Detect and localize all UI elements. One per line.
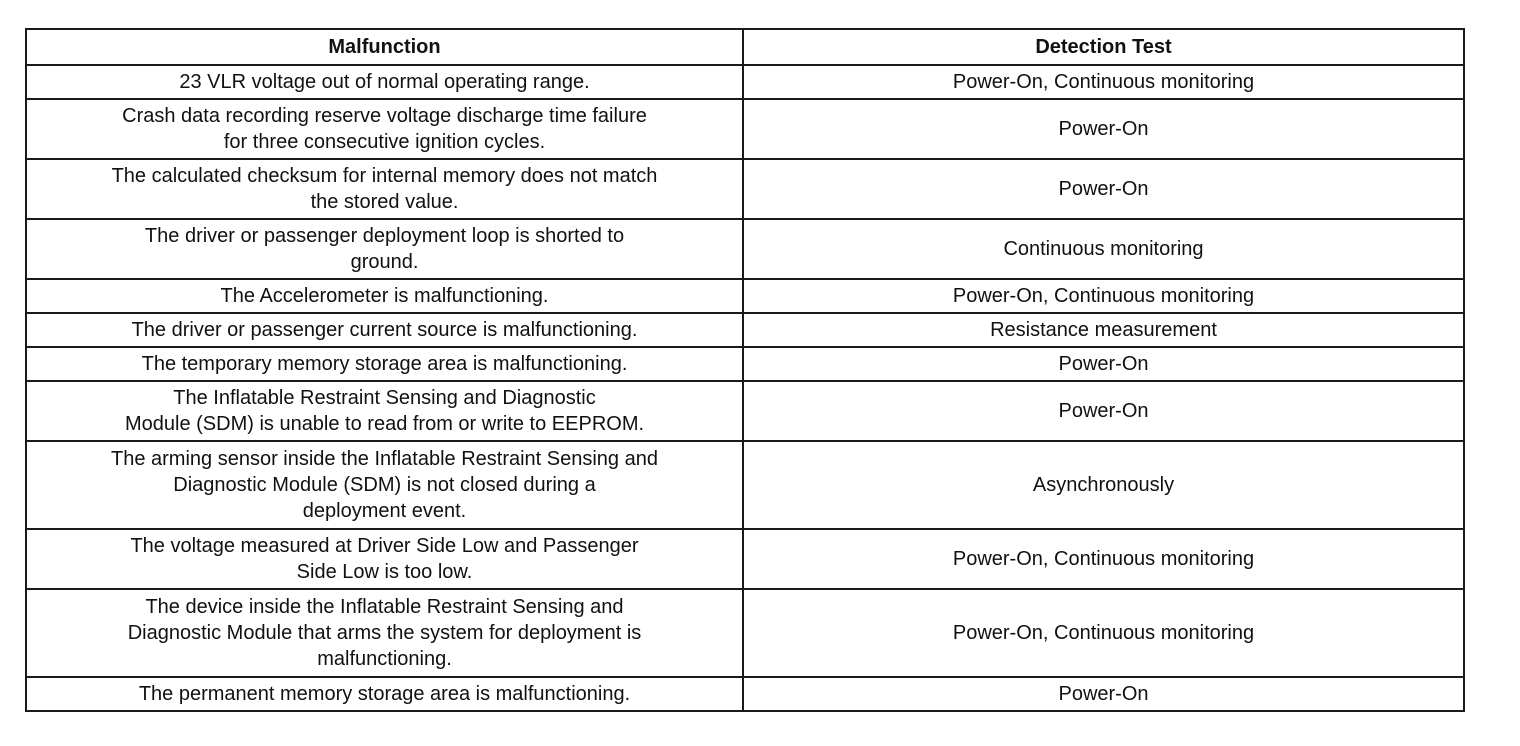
table-row [26, 589, 1464, 677]
malfunction-text: The Accelerometer is malfunctioning. [220, 285, 549, 307]
malfunction-cell [26, 381, 743, 441]
malfunction-cell [26, 65, 743, 99]
detection-test-cell [743, 219, 1464, 279]
detection-test-cell [743, 529, 1464, 589]
table-row [26, 65, 1464, 99]
malfunction-cell [26, 677, 743, 711]
table-row [26, 99, 1464, 159]
malfunction-text: The arming sensor inside the Inflatable Restraint Sensing and Diagnostic Module (SDM) is not closed during a deployment event. [111, 448, 658, 522]
detection-test-cell [743, 677, 1464, 711]
malfunction-cell [26, 99, 743, 159]
malfunction-text: The permanent memory storage area is malfunctioning. [138, 683, 631, 705]
detection-test-cell [743, 381, 1464, 441]
malfunction-cell [26, 219, 743, 279]
malfunction-cell [26, 529, 743, 589]
malfunction-text: The temporary memory storage area is malfunctioning. [141, 353, 628, 375]
detection-test-text: Power-On [1058, 400, 1149, 422]
detection-test-text: Power-On [1058, 683, 1149, 705]
column-header-detection-test: Detection Test [743, 29, 1464, 65]
malfunction-text: The Inflatable Restraint Sensing and Diagnostic Module (SDM) is unable to read from or write to EEPROM. [124, 387, 645, 435]
malfunction-cell [26, 441, 743, 529]
detection-test-text: Power-On, Continuous monitoring [952, 548, 1255, 570]
table-row [26, 677, 1464, 711]
detection-test-cell [743, 313, 1464, 347]
column-header-malfunction: Malfunction [26, 29, 743, 65]
table-row [26, 381, 1464, 441]
detection-test-text: Power-On [1058, 118, 1149, 140]
malfunction-cell [26, 159, 743, 219]
table-row [26, 347, 1464, 381]
detection-test-text: Continuous monitoring [1003, 238, 1204, 260]
detection-test-text: Power-On, Continuous monitoring [952, 622, 1255, 644]
malfunction-cell [26, 589, 743, 677]
table-header-row [26, 29, 1464, 65]
detection-test-cell [743, 279, 1464, 313]
malfunction-cell [26, 347, 743, 381]
malfunction-text: 23 VLR voltage out of normal operating range. [179, 71, 590, 93]
malfunction-text: The calculated checksum for internal memory does not match the stored value. [111, 165, 658, 213]
malfunction-cell [26, 313, 743, 347]
table-row [26, 279, 1464, 313]
detection-test-text: Power-On [1058, 178, 1149, 200]
table-row [26, 529, 1464, 589]
malfunction-cell [26, 279, 743, 313]
detection-test-cell [743, 589, 1464, 677]
table-row [26, 441, 1464, 529]
malfunction-text: Crash data recording reserve voltage discharge time failure for three consecutive ignition cycles. [122, 105, 647, 153]
detection-test-text: Resistance measurement [990, 319, 1217, 341]
malfunction-detection-table [25, 28, 1465, 712]
detection-test-cell [743, 99, 1464, 159]
detection-test-text: Asynchronously [1032, 474, 1175, 496]
malfunction-text: The device inside the Inflatable Restraint Sensing and Diagnostic Module that arms the system for deployment is malfunctioning. [127, 596, 642, 670]
detection-test-cell [743, 65, 1464, 99]
detection-test-cell [743, 441, 1464, 529]
malfunction-text: The driver or passenger deployment loop is shorted to ground. [144, 225, 625, 273]
detection-test-cell [743, 159, 1464, 219]
table-row [26, 313, 1464, 347]
detection-test-text: Power-On [1058, 353, 1149, 375]
detection-test-cell [743, 347, 1464, 381]
detection-test-text: Power-On, Continuous monitoring [952, 71, 1255, 93]
table-row [26, 219, 1464, 279]
table-row [26, 159, 1464, 219]
malfunction-text: The voltage measured at Driver Side Low and Passenger Side Low is too low. [130, 535, 639, 583]
detection-test-text: Power-On, Continuous monitoring [952, 285, 1255, 307]
malfunction-text: The driver or passenger current source is malfunctioning. [131, 319, 638, 341]
